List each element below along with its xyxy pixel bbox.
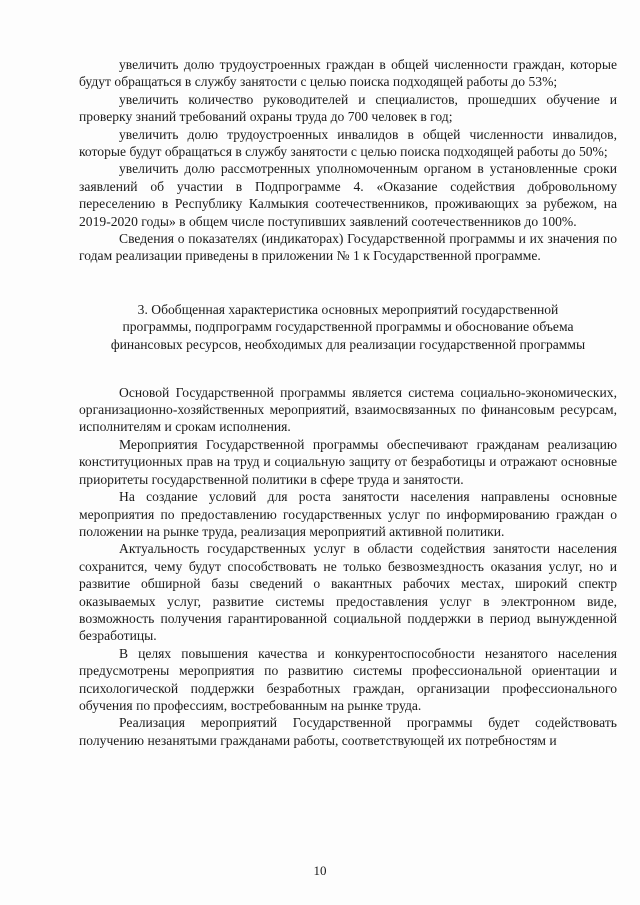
paragraph-goal-safety-training: увеличить количество руководителей и специалистов, прошедших обучение и проверку знаний требований охраны труда до 700 человек в год; [79, 91, 617, 125]
paragraph-goal-resettlement: увеличить долю рассмотренных уполномоченным органом в установленные сроки заявлений об участии в Подпрограмме 4. «Оказание содействия добровольному переселению в Республику Калмыкия соотечественников, проживающих за рубежом, на 2019-2020 годы» в общем числе поступивших заявлений соотечественников до 100%. [79, 161, 617, 229]
paragraph-implementation: Реализация мероприятий Государственной программы будет содействовать получению незанятыми гражданами работы, соответствующей их потребностям и [79, 715, 617, 748]
paragraph-services-relevance: Актуальность государственных услуг в области содействия занятости населения сохранится, чему будут способствовать не только безвозмездность оказания услуг, но и развитие обширной базы сведений о вакантных рабочих местах, широкий спектр оказываемых услуг, развитие системы предоставления услуг в электронном виде, возможность получения гарантированной социальной поддержки в период вынужденной безработицы. [79, 541, 617, 644]
paragraph-competitiveness: В целях повышения качества и конкурентоспособности незанятого населения предусмотрены мероприятия по развитию системы профессиональной ориентации и психологической поддержки безработных граждан, организации профессионального обучения по профессиям, востребованным на рынке труда. [79, 645, 617, 713]
section-heading-line: финансовых ресурсов, необходимых для реализации государственной программы [110, 337, 586, 353]
paragraph-program-measures: Мероприятия Государственной программы обеспечивают гражданам реализацию конституционных прав на труд и социальную защиту от безработицы и отражают основные приоритеты государственной политики в сфере труда и занятости. [79, 436, 617, 487]
paragraph-goal-employment-share: увеличить долю трудоустроенных граждан в общей численности граждан, которые будут обращаться в службу занятости с целью поиска подходящей работы до 53%; [79, 57, 617, 90]
section-heading-line: 3. Обобщенная характеристика основных мероприятий государственной [137, 301, 559, 317]
paragraph-employment-conditions: На создание условий для роста занятости населения направлены основные мероприятия по предоставлению государственных услуг по информированию граждан о положении на рынке труда, реализация мероприятий активной политики. [79, 489, 617, 539]
paragraph-program-basis: Основой Государственной программы является система социально-экономических, организационно-хозяйственных мероприятий, взаимосвязанных по финансовым ресурсам, исполнителям и срокам исполнения. [79, 384, 617, 435]
page-number: 10 [313, 863, 327, 878]
page-content [79, 56, 617, 749]
section-heading [79, 301, 617, 354]
paragraph-goal-disabled-employment: увеличить долю трудоустроенных инвалидов в общей численности инвалидов, которые будут обращаться в службу занятости с целью поиска подходящей работы до 50%; [79, 126, 617, 160]
section-heading-line: программы, подпрограмм государственной программы и обоснование объема [122, 319, 574, 335]
paragraph-indicators-reference: Сведения о показателях (индикаторах) Государственной программы и их значения по годам реализации приведены в приложении № 1 к Государственной программе. [79, 231, 617, 264]
